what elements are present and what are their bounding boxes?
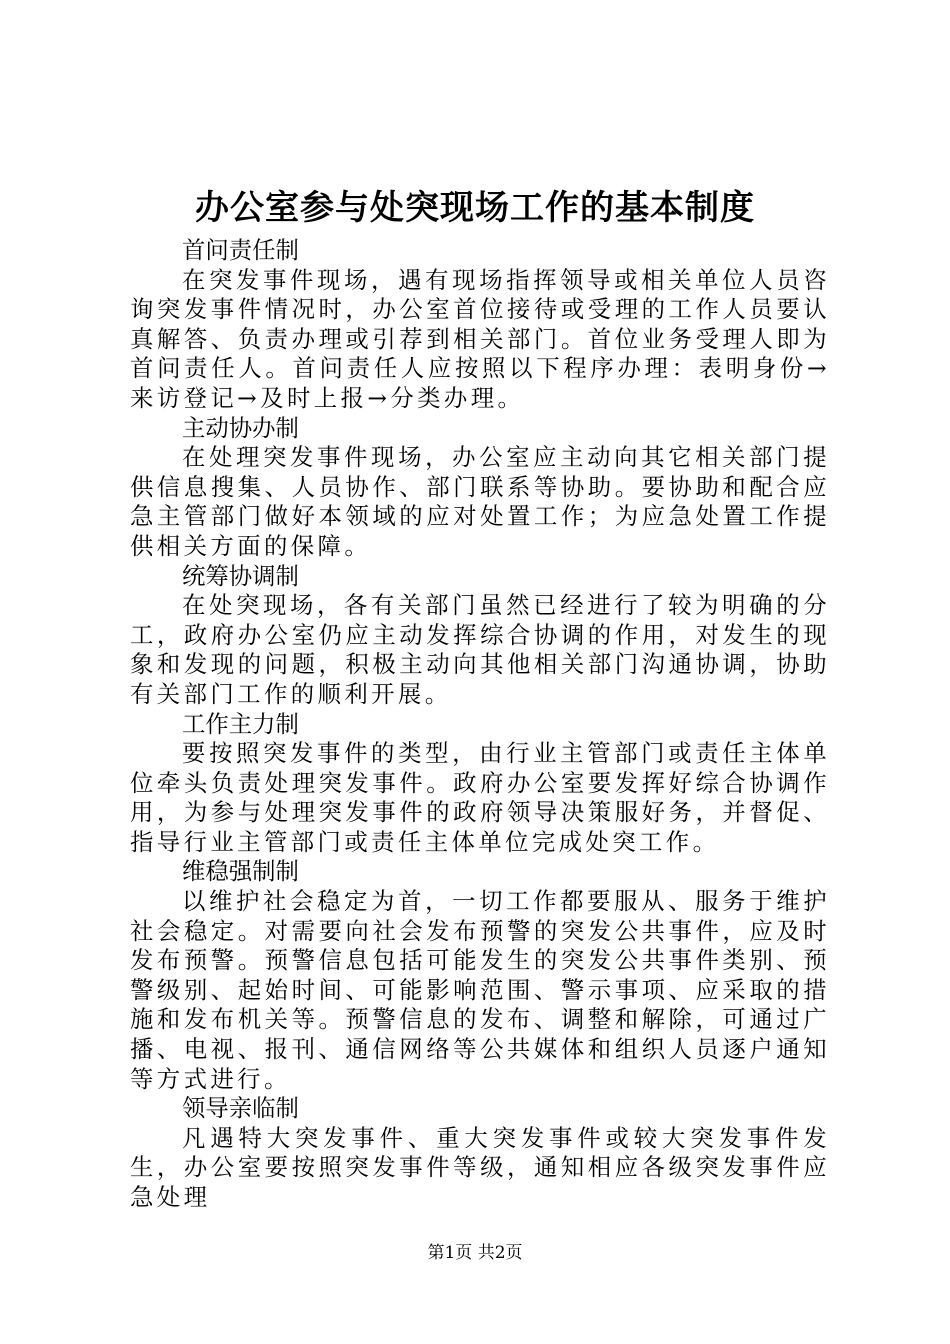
section-paragraph: 以维护社会稳定为首，一切工作都要服从、服务于维护社会稳定。对需要向社会发布预警的突发公共事件，应及时发布预警。预警信息包括可能发生的突发公共事件类别、预警级别、起始时间、可能影响范围、警示事项、应采取的措施和发布机关等。预警信息的发布、调整和解除，可通过广播、电视、报刊、通信网络等公共媒体和组织人员逐户通知等方式进行。 (130, 887, 830, 1093)
section-paragraph: 凡遇特大突发事件、重大突发事件或较大突发事件发生，办公室要按照突发事件等级，通知相应各级突发事件应急处理 (130, 1123, 830, 1211)
section-paragraph: 在突发事件现场，遇有现场指挥领导或相关单位人员咨询突发事件情况时，办公室首位接待或受理的工作人员要认真解答、负责办理或引荐到相关部门。首位业务受理人即为首问责任人。首问责任人应按照以下程序办理：表明身份→来访登记→及时上报→分类办理。 (130, 265, 830, 412)
section-paragraph: 在处理突发事件现场，办公室应主动向其它相关部门提供信息搜集、人员协作、部门联系等协助。要协助和配合应急主管部门做好本领域的应对处置工作；为应急处置工作提供相关方面的保障。 (130, 443, 830, 560)
section-paragraph: 在处突现场，各有关部门虽然已经进行了较为明确的分工，政府办公室仍应主动发挥综合协调的作用，对发生的现象和发现的问题，积极主动向其他相关部门沟通协调，协助有关部门工作的顺利开展。 (130, 591, 830, 708)
section-heading: 首问责任制 (182, 236, 299, 264)
section-heading: 领导亲临制 (182, 1094, 299, 1123)
section-heading: 统筹协调制 (182, 561, 299, 590)
section-paragraph: 要按照突发事件的类型，由行业主管部门或责任主体单位牵头负责处理突发事件。政府办公室要发挥好综合协调作用，为参与处理突发事件的政府领导决策服好务，并督促、指导行业主管部门或责任主体单位完成处突工作。 (130, 739, 830, 856)
document-title: 办公室参与处突现场工作的基本制度 (195, 188, 755, 228)
section-heading: 维稳强制制 (182, 857, 299, 886)
page-number-footer: 第1页 共2页 (427, 1243, 523, 1263)
document-body (130, 236, 830, 1213)
section-heading: 工作主力制 (182, 709, 299, 738)
section-heading: 主动协办制 (182, 413, 299, 442)
